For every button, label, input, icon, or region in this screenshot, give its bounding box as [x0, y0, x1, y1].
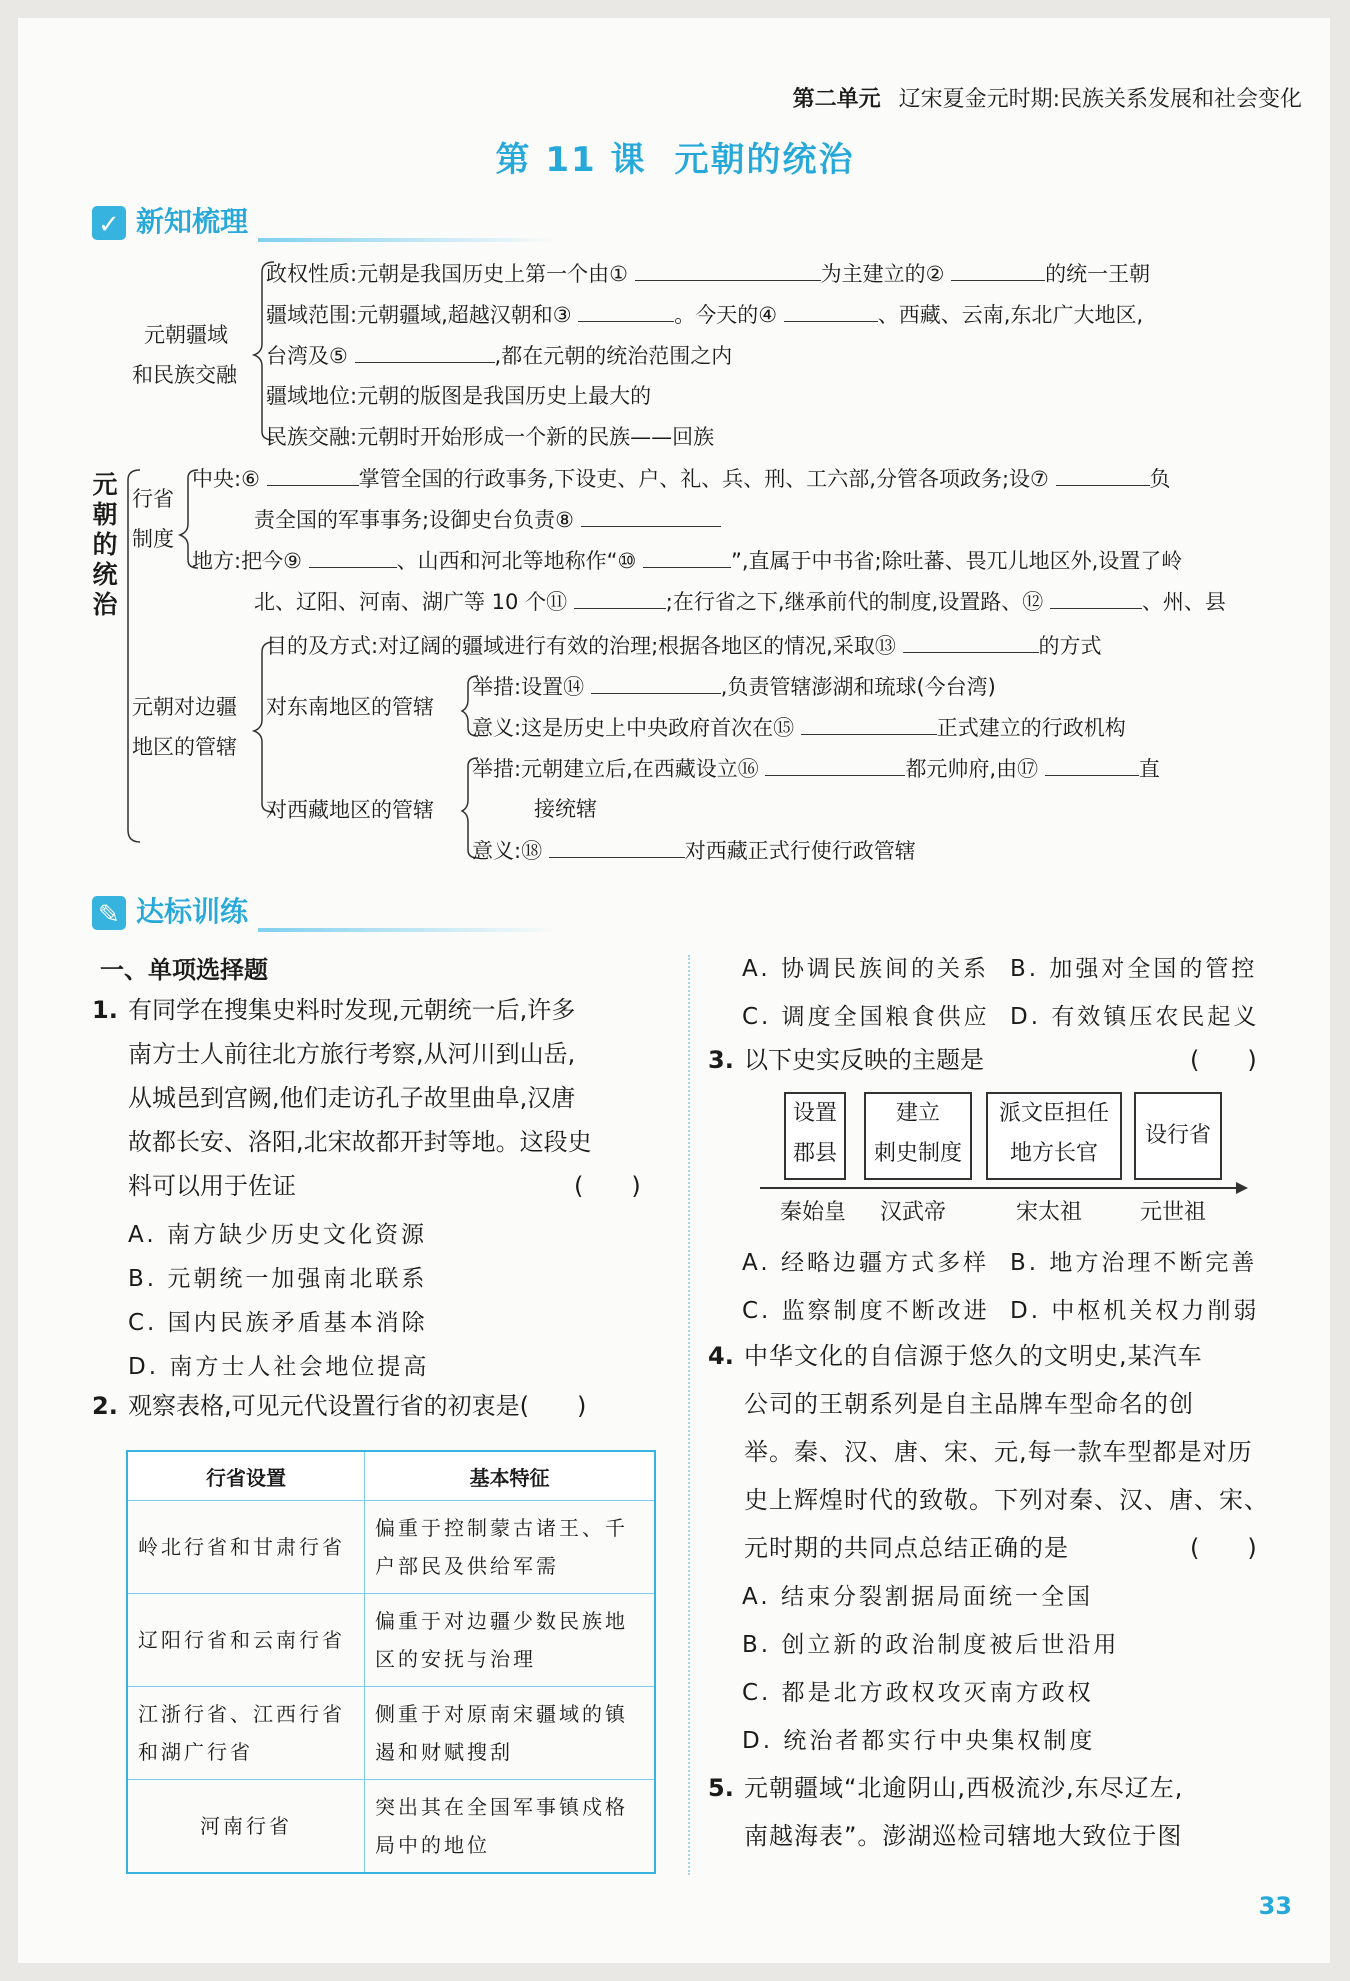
q1-option-b[interactable]: B. 元朝统一加强南北联系 [128, 1266, 428, 1292]
table-row [127, 1780, 655, 1874]
q3-option-d[interactable]: D. 中枢机关权力削弱 [1010, 1298, 1260, 1324]
blank-13[interactable] [903, 630, 1039, 653]
q1-stem-line: 料可以用于佐证 [128, 1172, 296, 1200]
table-header: 基本特征 [365, 1451, 656, 1501]
q4-number: 4. [708, 1342, 734, 1370]
q2-option-a[interactable]: A. 协调民族间的关系 [742, 956, 989, 982]
blank-11[interactable] [574, 586, 666, 609]
q3-answer-paren[interactable]: ( ) [1190, 1046, 1257, 1074]
table-cell: 河南行省 [127, 1780, 365, 1874]
blank-16[interactable] [765, 753, 905, 776]
q1-answer-paren[interactable]: ( ) [574, 1172, 641, 1200]
column-divider [688, 955, 690, 1875]
g3-sub-tibet: 对西藏地区的管辖 [266, 798, 434, 822]
timeline-box: 设行省 [1134, 1092, 1222, 1180]
outline-root: 元朝的统治 [92, 470, 118, 619]
g2-line-1: 中央:⑥ 掌管全国的行政事务,下设吏、户、礼、兵、刑、工六部,分管各项政务;设⑦ 负 [192, 463, 1171, 494]
table-row [127, 1687, 655, 1780]
g2-line-2: 责全国的军事事务;设御史台负责⑧ [254, 504, 721, 535]
q1-stem-line: 从城邑到宫阙,他们走访孔子故里曲阜,汉唐 [128, 1084, 576, 1112]
g1-line-5: 民族交融:元朝时开始形成一个新的民族——回族 [266, 425, 715, 449]
q4-option-c[interactable]: C. 都是北方政权攻灭南方政权 [742, 1680, 1094, 1706]
blank-18[interactable] [549, 835, 685, 858]
blank-3[interactable] [578, 299, 674, 322]
blank-12[interactable] [1050, 586, 1142, 609]
q1-stem-line: 故都长安、洛阳,北宋故都开封等地。这段史 [128, 1128, 592, 1156]
g3-se-line-1: 举措:设置⑭ ,负责管辖澎湖和琉球(今台湾) [472, 671, 996, 702]
g3-tibet-line-2: 接统辖 [534, 797, 597, 821]
q5-number: 5. [708, 1774, 734, 1802]
g3-label-2: 地区的管辖 [132, 735, 237, 759]
section-heading-2 [92, 892, 558, 932]
g2-line-4: 北、辽阳、河南、湖广等 10 个⑪ ;在行省之下,继承前代的制度,设置路、⑫ 、州、县 [254, 586, 1226, 617]
q4-stem-line: 史上辉煌时代的致敬。下列对秦、汉、唐、宋、 [744, 1486, 1269, 1514]
table-cell: 侧重于对原南宋疆域的镇遏和财赋搜刮 [365, 1687, 656, 1780]
timeline-label: 秦始皇 [780, 1200, 847, 1225]
q3-option-c[interactable]: C. 监察制度不断改进 [742, 1298, 990, 1324]
q2-stem: 观察表格,可见元代设置行省的初衷是( ) [128, 1392, 587, 1420]
section-title: 达标训练 [136, 895, 249, 928]
blank-7[interactable] [1056, 463, 1150, 486]
g2-label-2: 制度 [132, 527, 174, 551]
table-cell: 江浙行省、江西行省和湖广行省 [127, 1687, 365, 1780]
lesson-number: 第 11 课 [495, 140, 647, 180]
g3-line-1: 目的及方式:对辽阔的疆域进行有效的治理;根据各地区的情况,采取⑬ 的方式 [266, 630, 1102, 661]
bracket-g3 [254, 642, 274, 812]
q4-option-a[interactable]: A. 结束分裂割据局面统一全国 [742, 1584, 1093, 1610]
table-cell: 岭北行省和甘肃行省 [127, 1501, 365, 1594]
q2-option-b[interactable]: B. 加强对全国的管控 [1010, 956, 1258, 982]
q2-option-d[interactable]: D. 有效镇压农民起义 [1010, 1004, 1260, 1030]
part-heading: 一、单项选择题 [100, 956, 268, 984]
g1-line-2: 疆域范围:元朝疆域,超越汉朝和③ 。今天的④ 、西藏、云南,东北广大地区, [266, 299, 1143, 330]
blank-6[interactable] [267, 463, 359, 486]
q2-number: 2. [92, 1392, 118, 1420]
timeline-label: 元世祖 [1140, 1200, 1207, 1225]
table-row [127, 1594, 655, 1687]
timeline-box: 建立 刺史制度 [864, 1092, 972, 1180]
blank-5[interactable] [355, 340, 495, 363]
blank-2[interactable] [951, 258, 1045, 281]
q4-stem-line: 中华文化的自信源于悠久的文明史,某汽车 [744, 1342, 1203, 1370]
blank-9[interactable] [309, 545, 397, 568]
g3-sub-southeast: 对东南地区的管辖 [266, 695, 434, 719]
q1-stem-line: 南方士人前往北方旅行考察,从河川到山岳, [128, 1040, 576, 1068]
table-cell: 辽阳行省和云南行省 [127, 1594, 365, 1687]
blank-17[interactable] [1045, 753, 1139, 776]
q4-stem-line: 公司的王朝系列是自主品牌车型命名的创 [744, 1390, 1194, 1418]
q1-option-c[interactable]: C. 国内民族矛盾基本消除 [128, 1310, 428, 1336]
g2-label: 行省 [132, 487, 174, 511]
g1-line-3: 台湾及⑤ ,都在元朝的统治范围之内 [266, 340, 732, 371]
blank-1[interactable] [635, 258, 821, 281]
q3-option-a[interactable]: A. 经略边疆方式多样 [742, 1250, 989, 1276]
pencil-icon [92, 896, 126, 930]
q5-stem-line: 南越海表”。澎湖巡检司辖地大致位于图 [744, 1822, 1183, 1850]
g1-label: 元朝疆域 [144, 323, 228, 347]
g1-label-2: 和民族交融 [132, 363, 237, 387]
q3-number: 3. [708, 1046, 734, 1074]
unit-title: 辽宋夏金元时期:民族关系发展和社会变化 [898, 87, 1302, 112]
divider [258, 928, 558, 932]
page-number: 33 [1258, 1892, 1292, 1920]
q4-stem-line: 元时期的共同点总结正确的是 [744, 1534, 1069, 1562]
q4-option-b[interactable]: B. 创立新的政治制度被后世沿用 [742, 1632, 1120, 1658]
g3-label: 元朝对边疆 [132, 695, 237, 719]
g3-tibet-line-1: 举措:元朝建立后,在西藏设立⑯ 都元帅府,由⑰ 直 [472, 753, 1160, 784]
g1-line-1: 政权性质:元朝是我国历史上第一个由① 为主建立的② 的统一王朝 [266, 258, 1150, 289]
table-header-row [127, 1451, 655, 1501]
q1-option-d[interactable]: D. 南方士人社会地位提高 [128, 1354, 430, 1380]
blank-15[interactable] [801, 712, 937, 735]
blank-4[interactable] [784, 299, 878, 322]
q2-table [126, 1450, 656, 1874]
unit-label: 第二单元 [792, 87, 881, 112]
blank-14[interactable] [591, 671, 721, 694]
q4-stem-line: 举。秦、汉、唐、宋、元,每一款车型都是对历 [744, 1438, 1253, 1466]
timeline-label: 汉武帝 [880, 1200, 947, 1225]
table-cell: 突出其在全国军事镇戍格局中的地位 [365, 1780, 656, 1874]
table-row [127, 1501, 655, 1594]
g1-line-4: 疆域地位:元朝的版图是我国历史上最大的 [266, 384, 652, 408]
g3-se-line-2: 意义:这是历史上中央政府首次在⑮ 正式建立的行政机构 [472, 712, 1126, 743]
q2-option-c[interactable]: C. 调度全国粮食供应 [742, 1004, 990, 1030]
timeline-box: 派文臣担任 地方长官 [986, 1092, 1122, 1180]
blank-10[interactable] [643, 545, 731, 568]
q1-option-a[interactable]: A. 南方缺少历史文化资源 [128, 1222, 427, 1248]
q1-stem-line: 有同学在搜集史料时发现,元朝统一后,许多 [128, 996, 576, 1024]
table-cell: 偏重于控制蒙古诸王、千户部民及供给军需 [365, 1501, 656, 1594]
timeline-axis [760, 1178, 1250, 1198]
lesson-name: 元朝的统治 [674, 140, 855, 180]
g2-line-3: 地方:把今⑨ 、山西和河北等地称作“⑩ ”,直属于中书省;除吐蕃、畏兀儿地区外,设置了岭 [192, 545, 1182, 576]
g3-tibet-line-3: 意义:⑱ 对西藏正式行使行政管辖 [472, 835, 916, 866]
q4-option-d[interactable]: D. 统治者都实行中央集权制度 [742, 1728, 1096, 1754]
q5-stem-line: 元朝疆域“北逾阴山,西极流沙,东尽辽左, [744, 1774, 1184, 1802]
table-header: 行省设置 [127, 1451, 365, 1501]
q1-number: 1. [92, 996, 118, 1024]
table-cell: 偏重于对边疆少数民族地区的安抚与治理 [365, 1594, 656, 1687]
section-title: 新知梳理 [136, 205, 249, 238]
q4-answer-paren[interactable]: ( ) [1190, 1534, 1257, 1562]
q3-option-b[interactable]: B. 地方治理不断完善 [1010, 1250, 1258, 1276]
timeline-label: 宋太祖 [1016, 1200, 1083, 1225]
timeline-box: 设置 郡县 [784, 1092, 846, 1180]
q3-stem: 以下史实反映的主题是 [744, 1046, 984, 1074]
blank-8[interactable] [581, 504, 721, 527]
